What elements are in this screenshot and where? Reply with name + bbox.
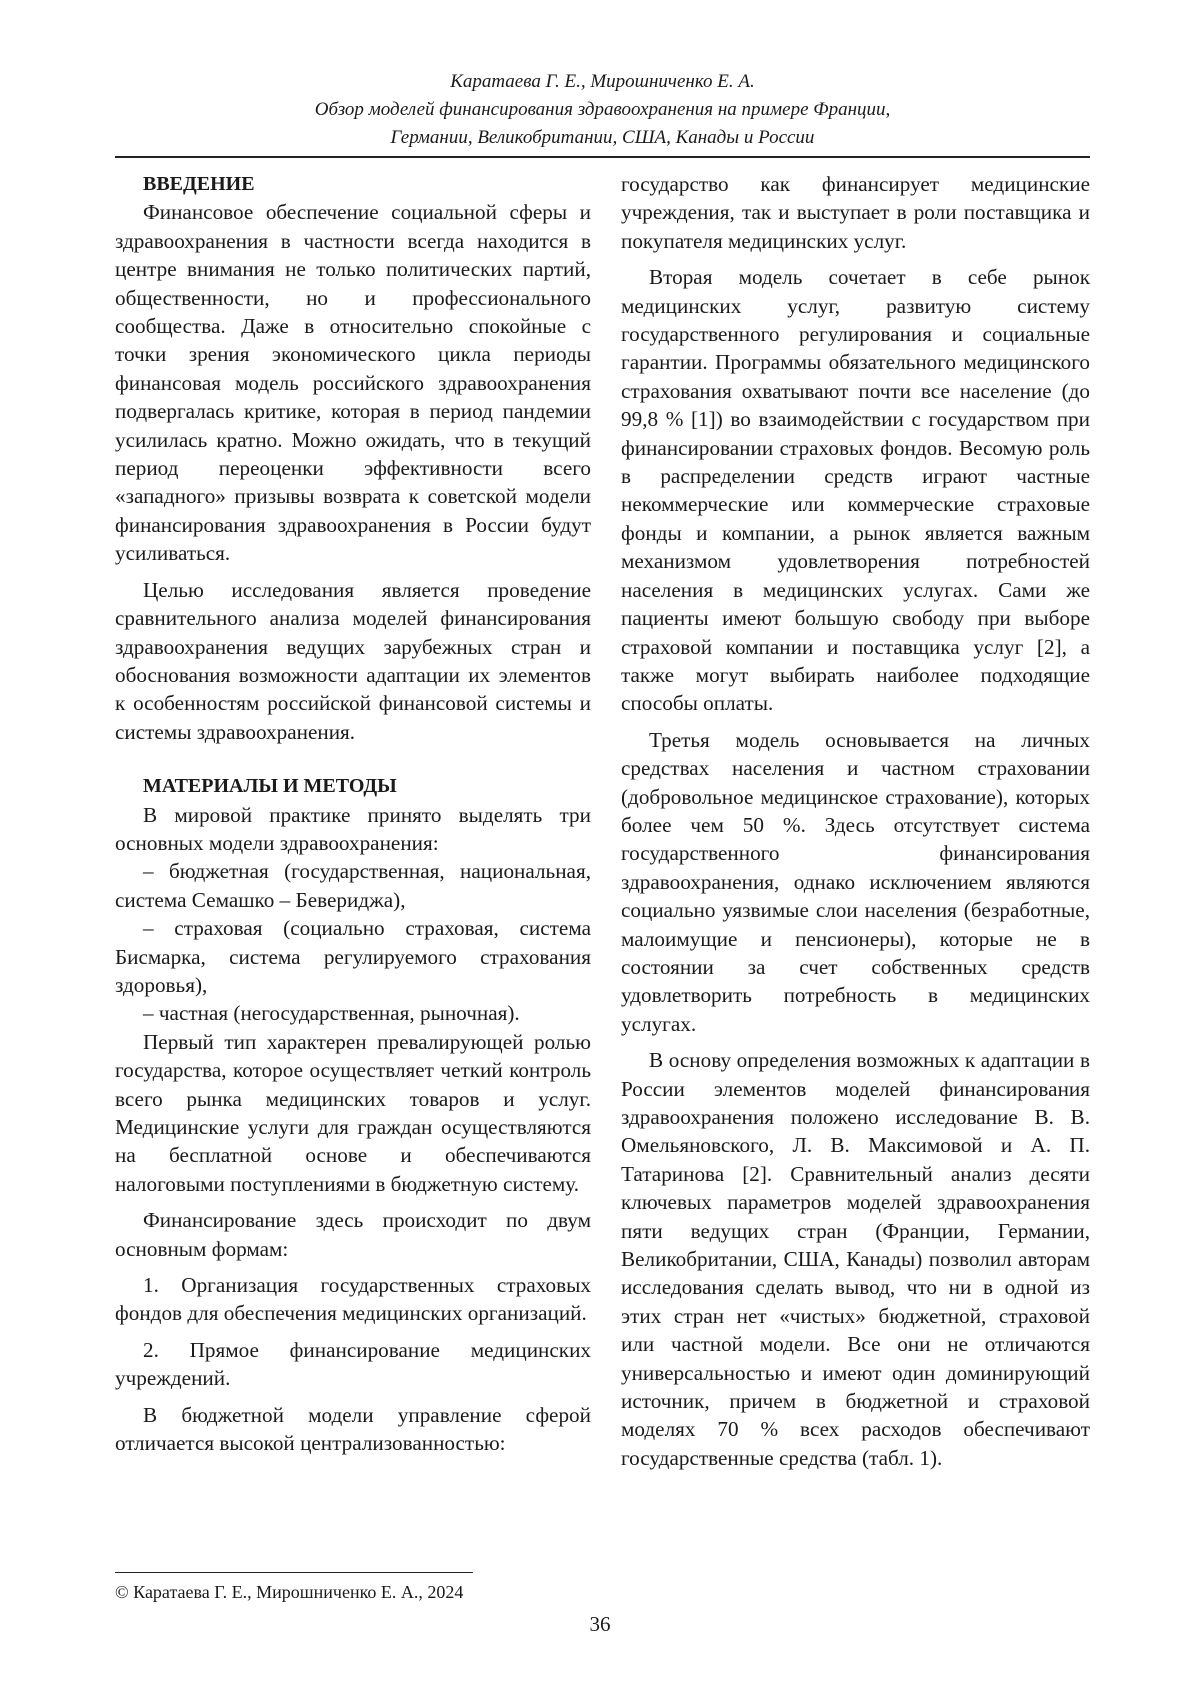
paragraph: Финансовое обеспечение социальной сферы и здравоохранения в частности всегда находится в центре внимания не только политических партий, общественности, но и профессионального сообщества. Даже в относительно спокойные с точки зрения экономического цикла периоды финансовая модель российского здравоохранения подвергалась критике, которая в период пандемии усилилась кратно. Можно ожидать, что в текущий период переоценки эффективности всего «западного» призывы возврата к советской модели финансирования здравоохранения в России будут усиливаться. bbox=[115, 200, 591, 566]
paragraph: Третья модель основывается на личных средствах населения и частном страховании (добровольное медицинское страхование), которых более чем 50 %. Здесь отсутствует система государственного финансирования здравоохранения, однако исключением являются социально уязвимые слои населения (безработные, малоимущие и пенсионеры), которые не в состоянии за счет собственных средств удовлетворить потребность в медицинских услугах. bbox=[621, 727, 1090, 1036]
page-number: 36 bbox=[589, 1612, 611, 1636]
paragraph: Вторая модель сочетает в себе рынок медицинских услуг, развитую систему государственного регулирования и социальные гарантии. Программы обязательного медицинского страхования охватывают почти все население (до 99,8 % [1]) во взаимодействии с государством при финансировании страховых фондов. Весомую роль в распределении средств играют частные некоммерческие или коммерческие страховые фонды и компании, а рынок является важным механизмом удовлетворения потребностей населения в медицинских услугах. Сами же пациенты имеют большую свободу при выборе страховой компании и поставщика услуг [2], а также могут выбирать наиболее подходящие способы оплаты. bbox=[621, 265, 1090, 716]
copyright-footnote: © Каратаева Г. Е., Мирошниченко Е. А., 2024 bbox=[115, 1582, 464, 1602]
paragraph: В мировой практике принято выделять три основных модели здравоохранения: bbox=[115, 802, 591, 855]
paragraph: В бюджетной модели управление сферой отличается высокой централизованностью: bbox=[115, 1402, 591, 1456]
header-title-line2: Германии, Великобритании, США, Канады и России bbox=[390, 127, 815, 148]
paragraph: Первый тип характерен превалирующей ролью государства, которое осуществляет четкий контроль всего рынка медицинских товаров и услуг. Медицинские услуги для граждан осуществляются на бесплатной основе и обеспечиваются налоговыми поступлениями в бюджетную систему. bbox=[115, 1029, 591, 1196]
paragraph: В основу определения возможных к адаптации в России элементов моделей финансирования здравоохранения положено исследование В. В. Омельяновского, Л. В. Максимовой и А. П. Татаринова [2]. Сравнительный анализ десяти ключевых параметров моделей здравоохранения пяти ведущих стран (Франции, Германии, Великобритании, США, Канады) позволил авторам исследования сделать вывод, что ни в одной из этих стран нет «чистых» бюджетной, страховой или частной модели. Все они не отличаются универсальностью и имеют один доминирующий источник, причем в бюджетной и страховой моделях 70 % всех расходов обеспечивают государственные средства (табл. 1). bbox=[621, 1048, 1090, 1470]
paragraph: Финансирование здесь происходит по двум основным формам: bbox=[115, 1208, 591, 1261]
footnote-divider bbox=[115, 1572, 473, 1573]
list-item: – частная (негосударственная, рыночная). bbox=[143, 1001, 520, 1026]
left-column bbox=[115, 170, 591, 1457]
list-item: – бюджетная (государственная, национальная, система Семашко – Бевериджа), bbox=[115, 859, 591, 912]
right-column bbox=[621, 170, 1090, 1472]
list-item: 2. Прямое финансирование медицинских учреждений. bbox=[115, 1337, 591, 1391]
list-item: 1. Организация государственных страховых фондов для обеспечения медицинских организаций. bbox=[115, 1273, 591, 1326]
running-header bbox=[115, 68, 1090, 152]
header-divider bbox=[115, 156, 1090, 158]
header-title-line1: Обзор моделей финансирования здравоохранения на примере Франции, bbox=[314, 99, 891, 120]
paragraph: государство как финансирует медицинские учреждения, так и выступает в роли поставщика и покупателя медицинских услуг. bbox=[621, 172, 1090, 253]
heading-introduction: ВВЕДЕНИЕ bbox=[143, 173, 255, 195]
header-authors: Каратаева Г. Е., Мирошниченко Е. А. bbox=[450, 71, 755, 92]
list-item: – страховая (социально страховая, система Бисмарка, система регулируемого страхования здоровья), bbox=[115, 916, 591, 997]
heading-materials-methods: МАТЕРИАЛЫ И МЕТОДЫ bbox=[143, 775, 397, 798]
paragraph: Целью исследования является проведение сравнительного анализа моделей финансирования здравоохранения ведущих зарубежных стран и обоснования возможности адаптации их элементов к особенностям российской финансовой системы и системы здравоохранения. bbox=[115, 577, 591, 744]
